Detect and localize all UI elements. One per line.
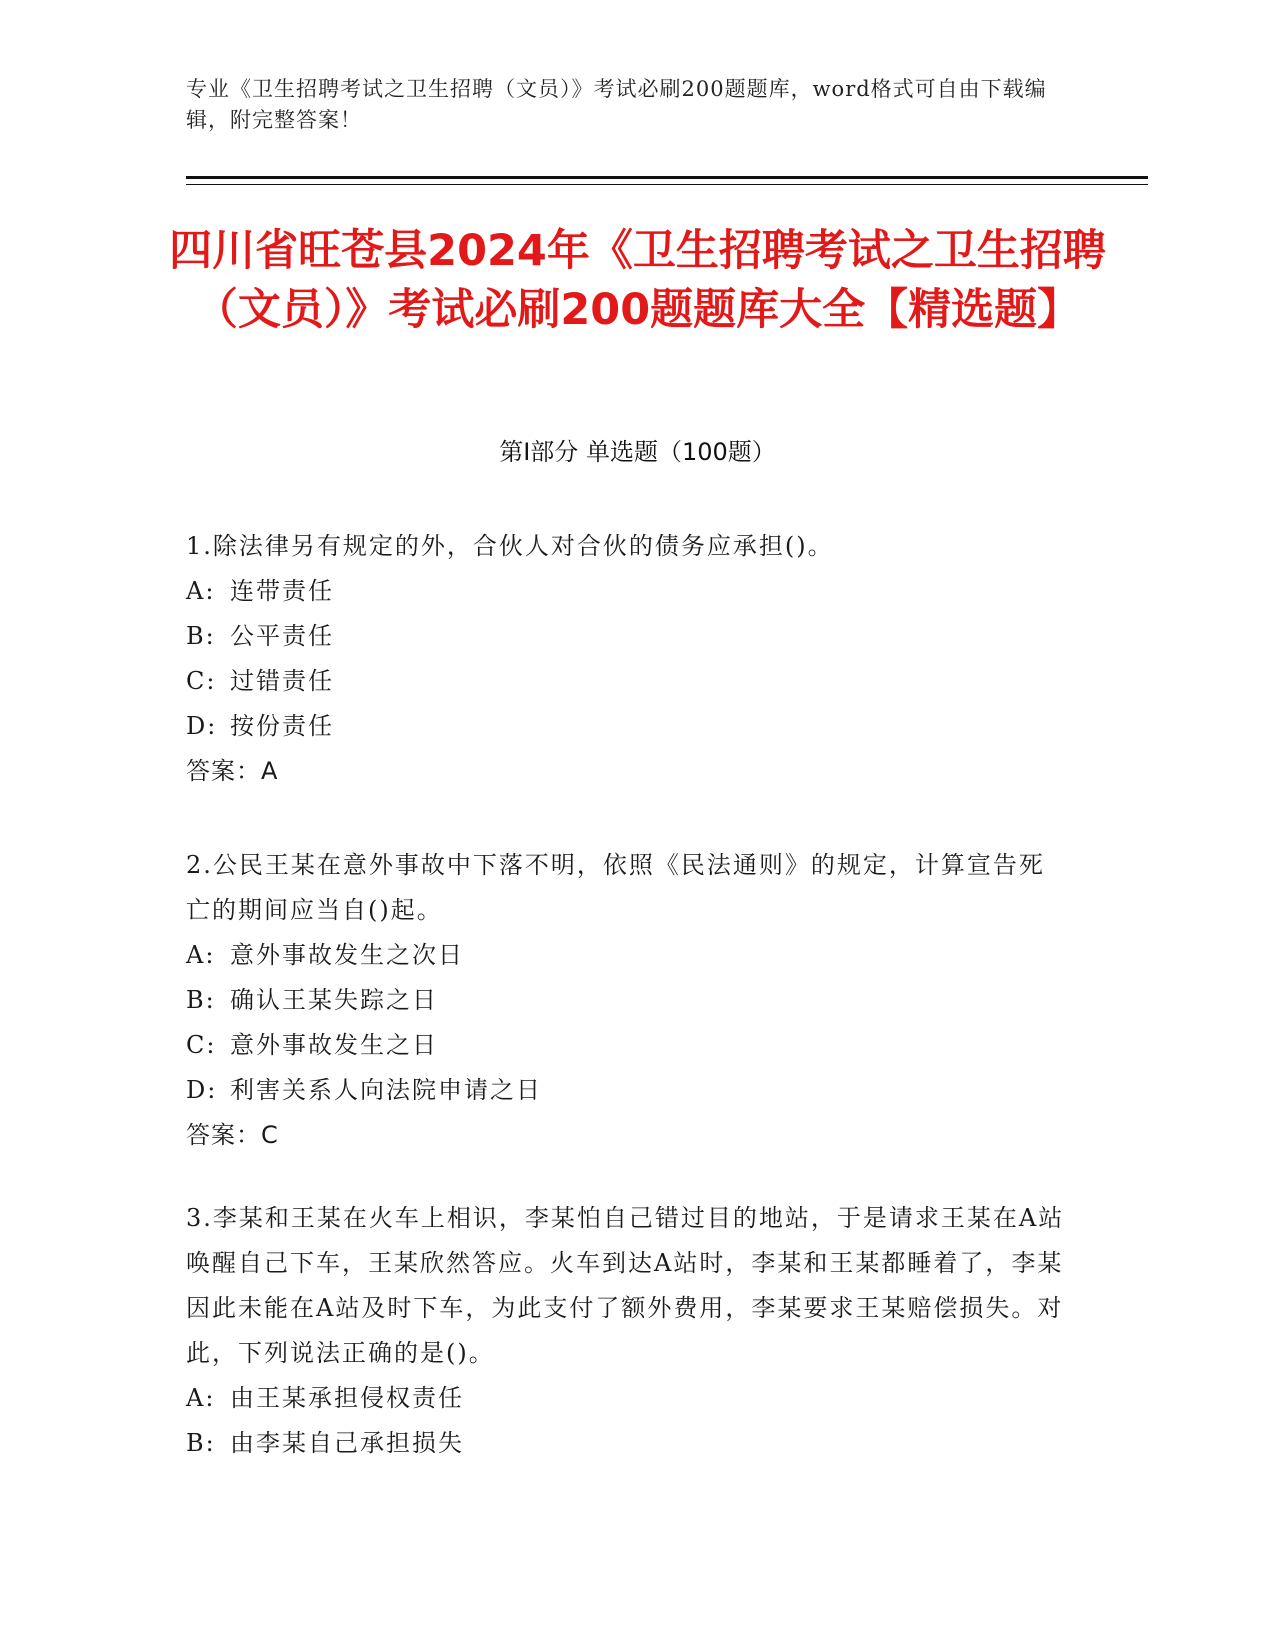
option-key: A: (186, 1384, 216, 1412)
option-key: A: (186, 941, 216, 969)
section-title: 第Ⅰ部分 单选题（100题） (499, 438, 776, 466)
option-b (186, 614, 1066, 659)
option-c (186, 659, 1066, 704)
option-a (186, 569, 1066, 614)
option-b (186, 978, 1066, 1023)
question-stem: 1.除法律另有规定的外，合伙人对合伙的债务应承担()。 (186, 532, 834, 560)
option-text: 过错责任 (230, 667, 334, 695)
answer-value: C (261, 1121, 279, 1149)
answer-line (186, 1113, 1066, 1158)
header-note: 专业《卫生招聘考试之卫生招聘（文员）》考试必刷200题题库，word格式可自由下载编辑，附完整答案！ (186, 77, 1047, 132)
option-key: A: (186, 577, 216, 605)
option-key: B: (186, 622, 216, 650)
option-key: C: (186, 1031, 217, 1059)
header-rule-thin (186, 184, 1148, 185)
option-key: D: (186, 712, 218, 740)
option-text: 意外事故发生之次日 (230, 941, 464, 969)
document-title: 四川省旺苍县2024年《卫生招聘考试之卫生招聘（文员）》考试必刷200题题库大全【精选题】 (169, 226, 1106, 335)
option-text: 由李某自己承担损失 (230, 1429, 464, 1457)
option-d (186, 704, 1066, 749)
option-b (186, 1421, 1066, 1466)
option-text: 按份责任 (230, 712, 334, 740)
option-a (186, 1376, 1066, 1421)
question-2 (186, 843, 1066, 1158)
option-text: 意外事故发生之日 (230, 1031, 438, 1059)
option-text: 连带责任 (230, 577, 334, 605)
option-a (186, 933, 1066, 978)
option-key: B: (186, 1429, 216, 1457)
option-text: 确认王某失踪之日 (230, 986, 438, 1014)
question-1 (186, 524, 1066, 794)
answer-line (186, 749, 1066, 794)
answer-value: A (261, 757, 279, 785)
option-text: 由王某承担侵权责任 (230, 1384, 464, 1412)
answer-label: 答案： (186, 1121, 261, 1149)
option-text: 公平责任 (230, 622, 334, 650)
question-3 (186, 1196, 1066, 1466)
answer-label: 答案： (186, 757, 261, 785)
header-rule-thick (186, 176, 1148, 179)
option-d (186, 1068, 1066, 1113)
option-c (186, 1023, 1066, 1068)
question-stem: 2.公民王某在意外事故中下落不明，依照《民法通则》的规定，计算宣告死亡的期间应当自()起。 (186, 851, 1045, 924)
option-key: C: (186, 667, 217, 695)
option-text: 利害关系人向法院申请之日 (230, 1076, 542, 1104)
option-key: B: (186, 986, 216, 1014)
option-key: D: (186, 1076, 218, 1104)
question-stem: 3.李某和王某在火车上相识，李某怕自己错过目的地站，于是请求王某在A站唤醒自己下车，王某欣然答应。火车到达A站时，李某和王某都睡着了，李某因此未能在A站及时下车，为此支付了额外费用，李某要求王某赔偿损失。对此，下列说法正确的是()。 (186, 1204, 1065, 1367)
